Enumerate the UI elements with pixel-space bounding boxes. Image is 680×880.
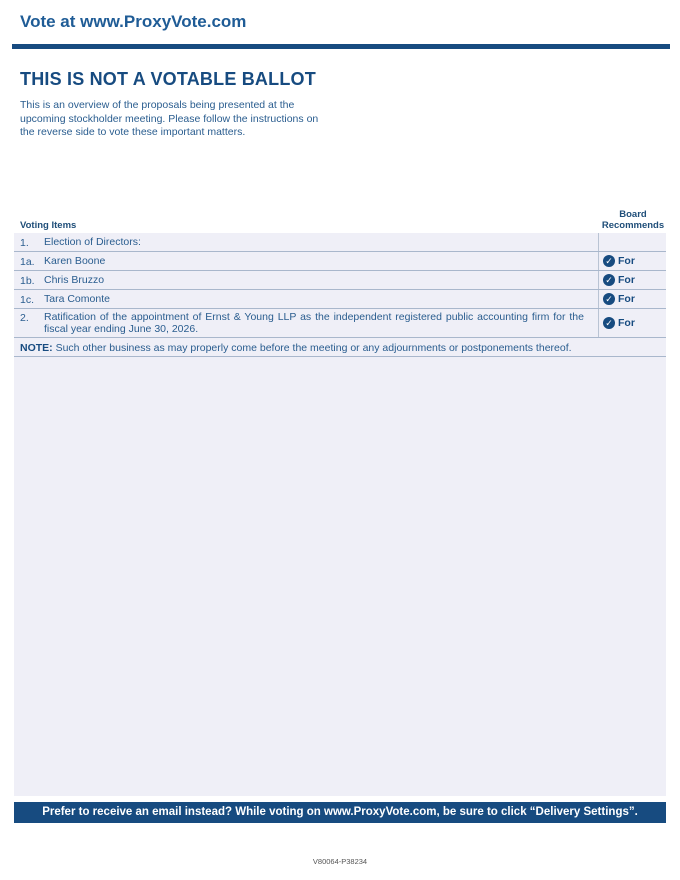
document-code: V80064-P38234 bbox=[312, 857, 368, 866]
intro-text: This is an overview of the proposals being presented at the upcoming stockholder meeting. Please follow the instructions on the reverse side to vote these important matters. bbox=[20, 99, 319, 138]
check-circle-icon: ✓ bbox=[603, 317, 615, 329]
board-header-line2: Recommends bbox=[601, 220, 665, 231]
note-text: Such other business as may properly come before the meeting or any adjournments or postponements thereof. bbox=[52, 342, 572, 354]
item-number: 1b. bbox=[20, 275, 35, 287]
item-text: Tara Comonte bbox=[44, 293, 110, 305]
voting-row bbox=[14, 252, 666, 271]
item-text: Ratification of the appointment of Ernst & Young LLP as the independent registered public accounting firm for the fiscal year ending June 30, 2026. bbox=[44, 311, 584, 335]
board-recommendation bbox=[603, 293, 663, 305]
item-text: Election of Directors: bbox=[44, 236, 141, 248]
board-recommendation bbox=[603, 274, 663, 286]
recommendation-label: For bbox=[618, 317, 635, 329]
note-rule bbox=[14, 356, 666, 357]
check-circle-icon: ✓ bbox=[603, 274, 615, 286]
item-text: Chris Bruzzo bbox=[44, 274, 105, 286]
board-recommends-header bbox=[598, 209, 668, 231]
header-rule bbox=[12, 44, 670, 49]
voting-row bbox=[14, 309, 666, 338]
item-text: Karen Boone bbox=[44, 255, 106, 267]
recommendation-label: For bbox=[618, 293, 635, 305]
check-circle-icon: ✓ bbox=[603, 255, 615, 267]
note bbox=[20, 342, 572, 354]
recommendation-label: For bbox=[618, 255, 635, 267]
item-number: 1c. bbox=[20, 294, 35, 306]
check-circle-icon: ✓ bbox=[603, 293, 615, 305]
voting-row bbox=[14, 290, 666, 309]
note-label: NOTE: bbox=[20, 342, 53, 354]
voting-row bbox=[14, 233, 666, 252]
board-header-line1: Board bbox=[619, 209, 647, 220]
item-number: 1a. bbox=[20, 256, 35, 268]
email-delivery-banner: Prefer to receive an email instead? While voting on www.ProxyVote.com, be sure to click “Delivery Settings”. bbox=[14, 802, 666, 823]
board-recommendation bbox=[603, 317, 663, 329]
item-number: 2. bbox=[20, 312, 29, 324]
voting-row bbox=[14, 271, 666, 290]
voting-items-header: Voting Items bbox=[20, 220, 77, 231]
page-title: THIS IS NOT A VOTABLE BALLOT bbox=[20, 69, 316, 89]
board-recommendation bbox=[603, 255, 663, 267]
proxyvote-link[interactable]: Vote at www.ProxyVote.com bbox=[20, 12, 247, 31]
item-number: 1. bbox=[20, 237, 29, 249]
recommendation-label: For bbox=[618, 274, 635, 286]
